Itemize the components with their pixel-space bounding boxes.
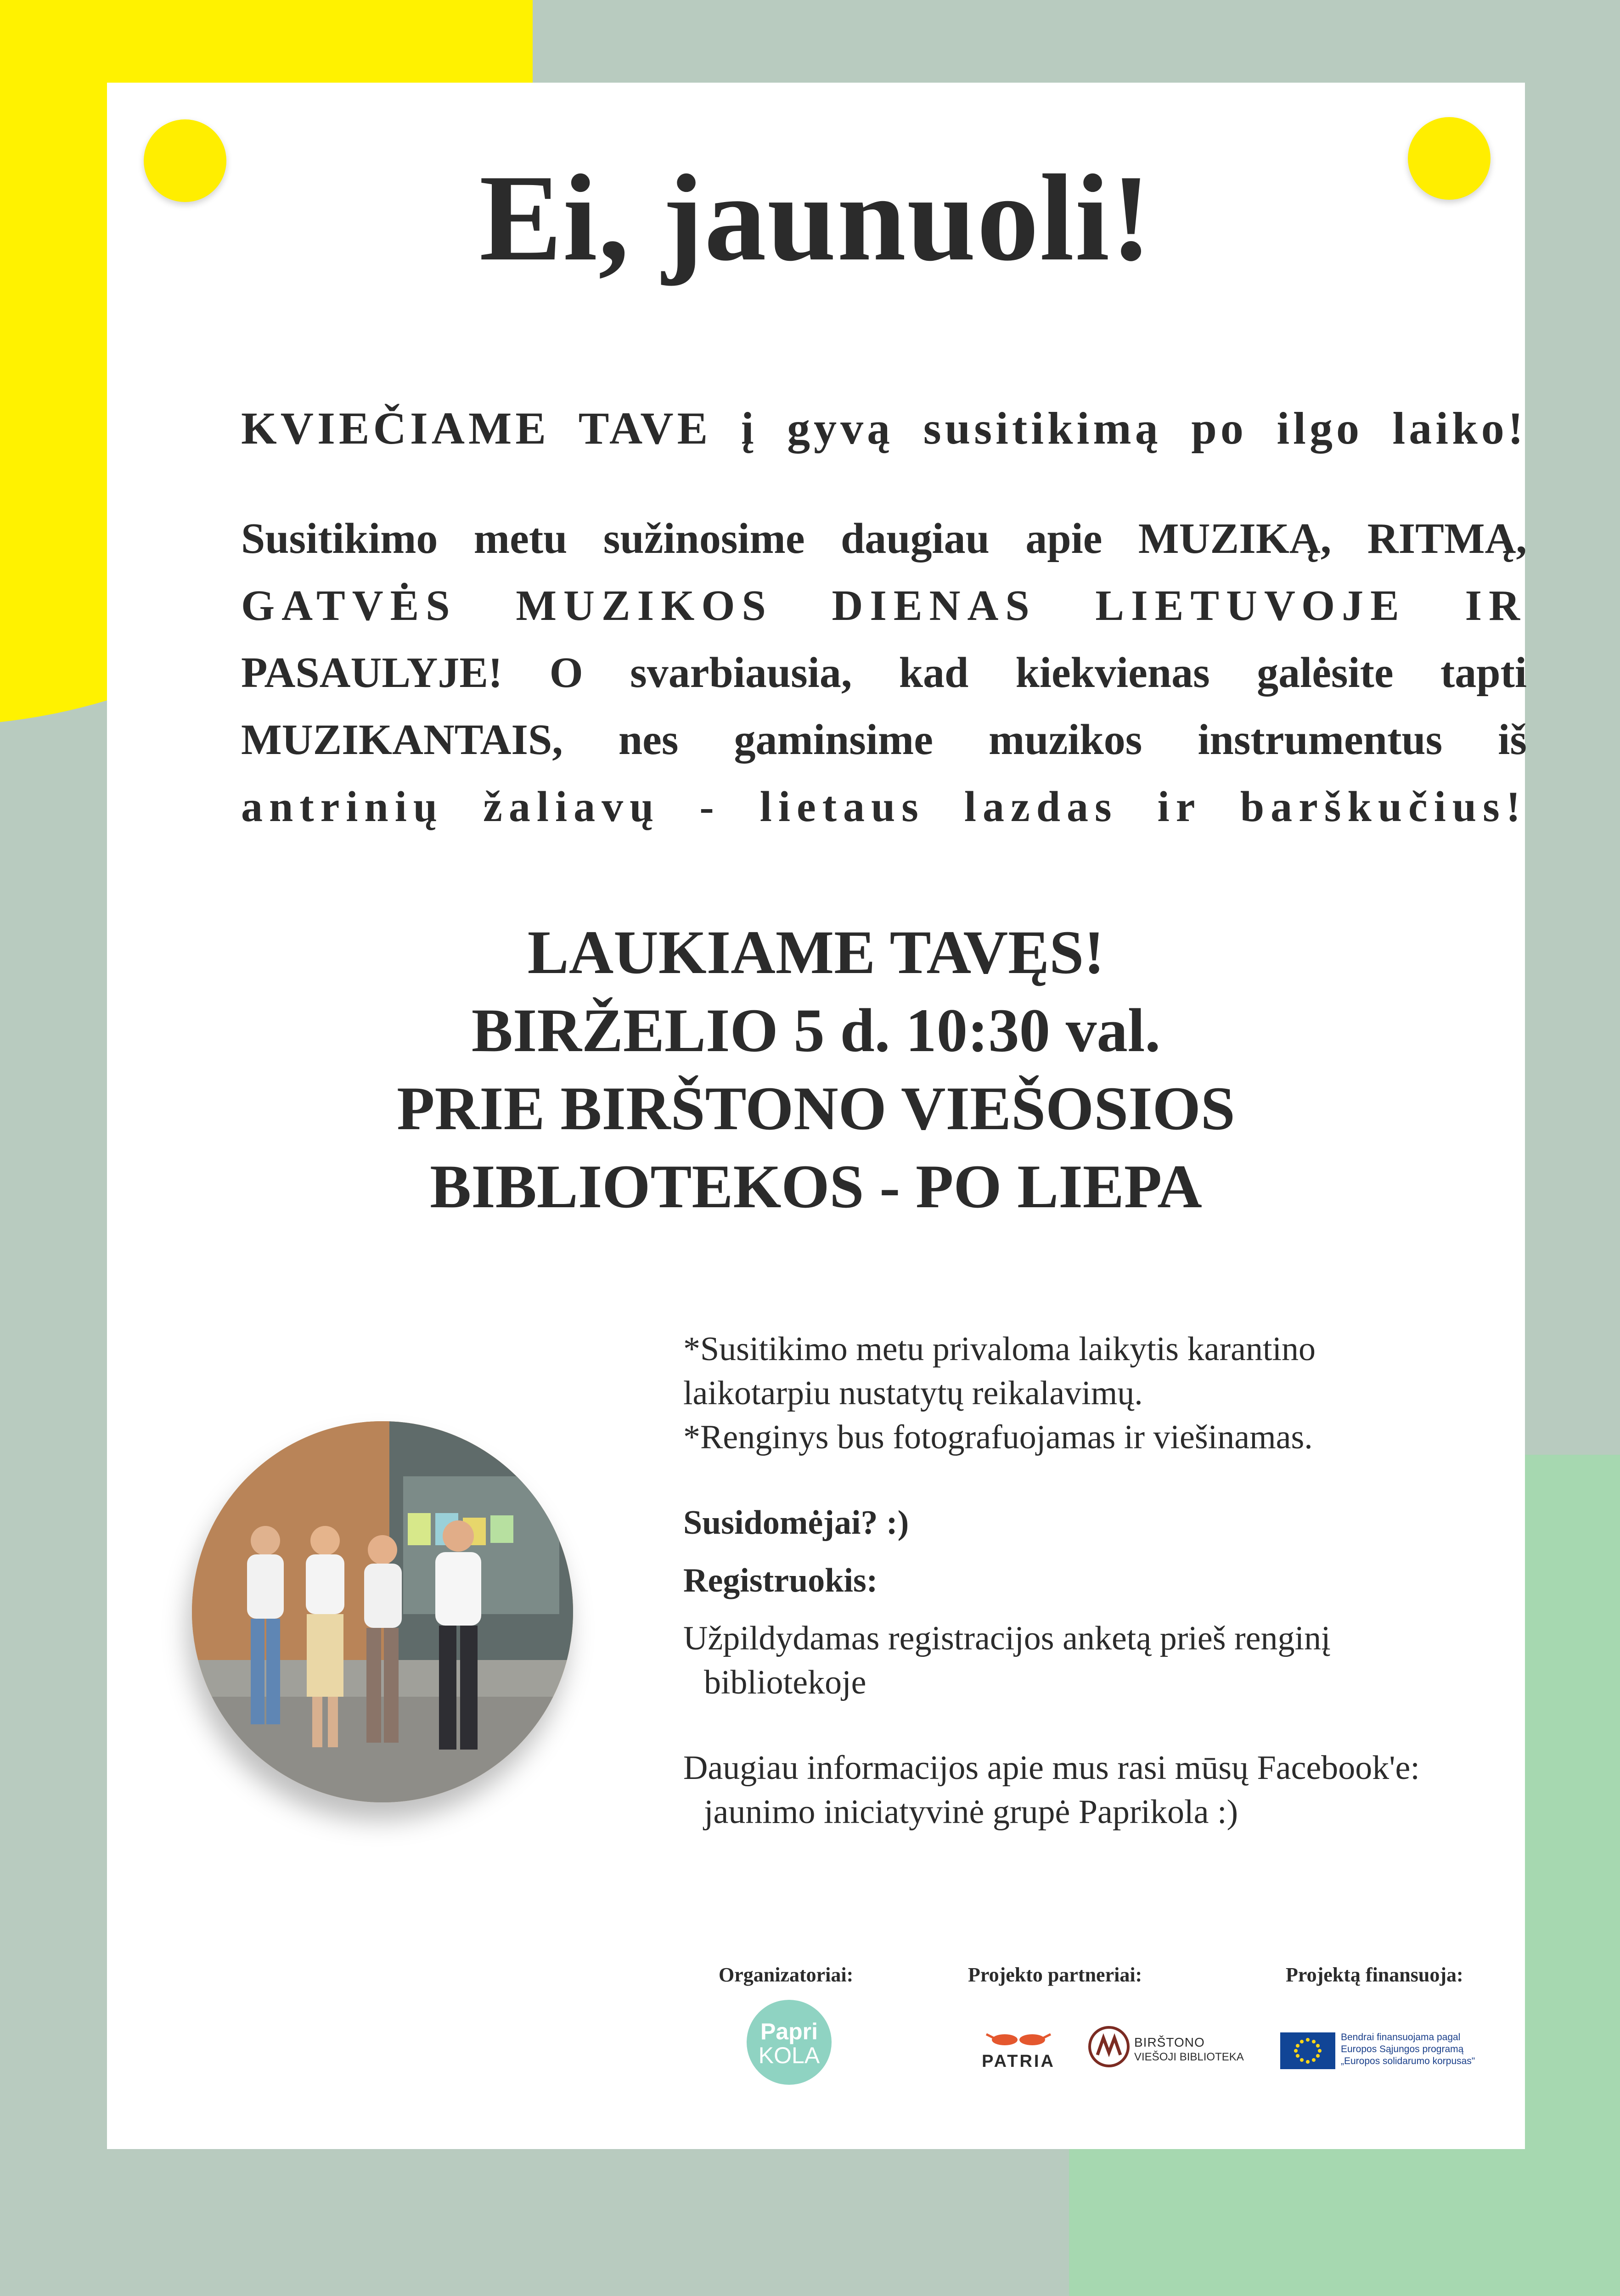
paprikola-logo-bottom: KOLA	[758, 2043, 820, 2068]
register-text-line2: bibliotekoje	[704, 1664, 866, 1701]
note-quarantine-line1: *Susitikimo metu privaloma laikytis karantino	[683, 1330, 1316, 1368]
paprikola-logo-top: Papri	[760, 2019, 818, 2044]
event-location-line2: BIBLIOTEKOS - PO LIEPA	[430, 1153, 1202, 1221]
eu-flag-icon	[1280, 2032, 1335, 2069]
note-quarantine-line2: laikotarpiu nustatytų reikalavimų.	[683, 1374, 1143, 1412]
paragraph-line: Susitikimo metu sužinosime daugiau apie MUZIKĄ, RITMĄ,	[241, 515, 1527, 563]
register-heading: Registruokis:	[683, 1562, 878, 1599]
library-mark-icon	[1087, 2025, 1131, 2069]
paprikola-logo	[747, 2000, 832, 2085]
note-photography: *Renginys bus fotografuojamas ir viešinamas.	[683, 1418, 1313, 1456]
library-logo-line1: BIRŠTONO	[1134, 2035, 1205, 2049]
group-photo-illustration	[192, 1421, 573, 1802]
interested-question: Susidomėjai? :)	[683, 1504, 909, 1542]
eu-funding-logo	[1280, 2030, 1501, 2071]
poster-title: Ei, jaunuoli!	[479, 149, 1153, 287]
library-logo-line2: VIEŠOJI BIBLIOTEKA	[1134, 2051, 1244, 2063]
description-paragraph	[241, 505, 1527, 840]
patria-logo	[973, 2030, 1064, 2071]
partners-label: Projekto partneriai:	[968, 1964, 1142, 1986]
paragraph-line: MUZIKANTAIS, nes gaminsime muzikos instrumentus iš	[241, 716, 1527, 764]
notes-block	[683, 1327, 1487, 1834]
organizers-label: Organizatoriai:	[719, 1964, 854, 1986]
paragraph-line: PASAULYJE! O svarbiausia, kad kiekvienas galėsite tapti	[241, 649, 1527, 697]
register-text-line1: Užpildydamas registracijos anketą prieš renginį	[683, 1620, 1331, 1657]
intro-line: KVIEČIAME TAVE į gyvą susitikimą po ilgo laiko!	[241, 403, 1527, 454]
event-invite: LAUKIAME TAVĘS!	[527, 918, 1105, 987]
library-logo	[1087, 2025, 1244, 2071]
eu-text-line2: Europos Sąjungos programą	[1341, 2044, 1464, 2054]
event-details	[107, 914, 1525, 1226]
event-location-line1: PRIE BIRŠTONO VIEŠOSIOS	[397, 1075, 1235, 1143]
info-text-line1: Daugiau informacijos apie mus rasi mūsų Facebook'e:	[683, 1749, 1420, 1787]
eu-text-line1: Bendrai finansuojama pagal	[1341, 2032, 1461, 2043]
paragraph-line: GATVĖS MUZIKOS DIENAS LIETUVOJE IR	[241, 582, 1527, 630]
eu-text-line3: „Europos solidarumo korpusas"	[1341, 2056, 1475, 2066]
eu-funding-text	[1341, 2032, 1475, 2067]
patria-logo-text: PATRIA	[982, 2052, 1055, 2071]
event-date-time: BIRŽELIO 5 d. 10:30 val.	[471, 996, 1161, 1065]
funders-label: Projektą finansuoja:	[1286, 1964, 1463, 1986]
patria-crab-icon	[977, 2030, 1060, 2048]
info-text-line2: jaunimo iniciatyvinė grupė Paprikola :)	[704, 1793, 1238, 1831]
paragraph-line: antrinių žaliavų - lietaus lazdas ir barškučius!	[241, 783, 1527, 831]
poster-sheet	[107, 83, 1525, 2149]
group-photo	[192, 1421, 573, 1802]
